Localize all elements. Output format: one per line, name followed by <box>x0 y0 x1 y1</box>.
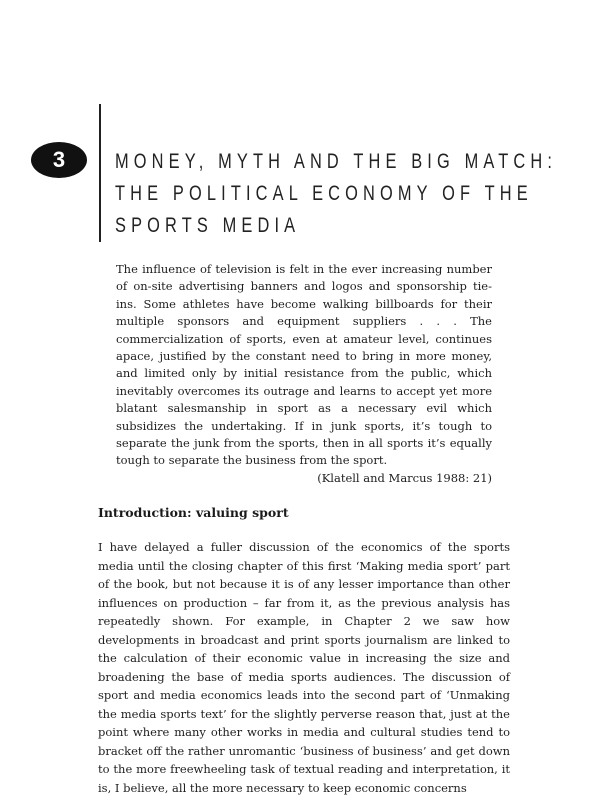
body-paragraph: I have delayed a fuller discussion of the economics of the sports media until the closing chapter of this first ‘Making media sport’ part of the book, but not because it is of any lesser importance than other influences on production – far from it, as the previous analysis has repeatedly shown. For example, in Chapter 2 we saw how developments in broadcast and print sports journalism are linked to the calculation of their economic value in increasing the size and broadening the base of media sports audiences. The discussion of sport and media economics leads into the second part of ‘Unmaking the media sports text’ for the slightly perverse reason that, just at the point where many other works in media and cultural studies tend to bracket off the rather unromantic ‘business of business’ and get down to the more freewheeling task of textual reading and interpretation, it is, I believe, all the more necessary to keep economic concerns <box>98 540 510 795</box>
chapter-title-line-2: THE POLITICAL ECONOMY OF THE <box>115 182 533 205</box>
chapter-title <box>115 146 558 242</box>
chapter-title-line-3: SPORTS MEDIA <box>115 214 301 237</box>
epigraph <box>116 261 492 487</box>
epigraph-citation: (Klatell and Marcus 1988: 21) <box>317 470 492 485</box>
chapter-divider-rule <box>99 104 101 242</box>
chapter-number-badge: 3 <box>31 142 87 178</box>
epigraph-text: The influence of television is felt in the ever increasing number of on-site advertising banners and logos and sponsorship tie-ins. Some athletes have become walking billboards for their multiple sponsors and equipment suppliers . . . The commercialization of sports, even at amateur level, continues apace, justified by the constant need to bring in more money, and limited only by initial resistance from the public, which inevitably overcomes its outrage and learns to accept yet more blatant salesmanship in sport as a necessary evil which subsidizes the undertaking. If in junk sports, it’s tough to separate the junk from the sports, then in all sports it’s equally tough to separate the business from the sport. <box>116 262 492 468</box>
chapter-title-line-1: MONEY, MYTH AND THE BIG MATCH: <box>115 150 558 173</box>
section-heading: Introduction: valuing sport <box>98 505 289 520</box>
